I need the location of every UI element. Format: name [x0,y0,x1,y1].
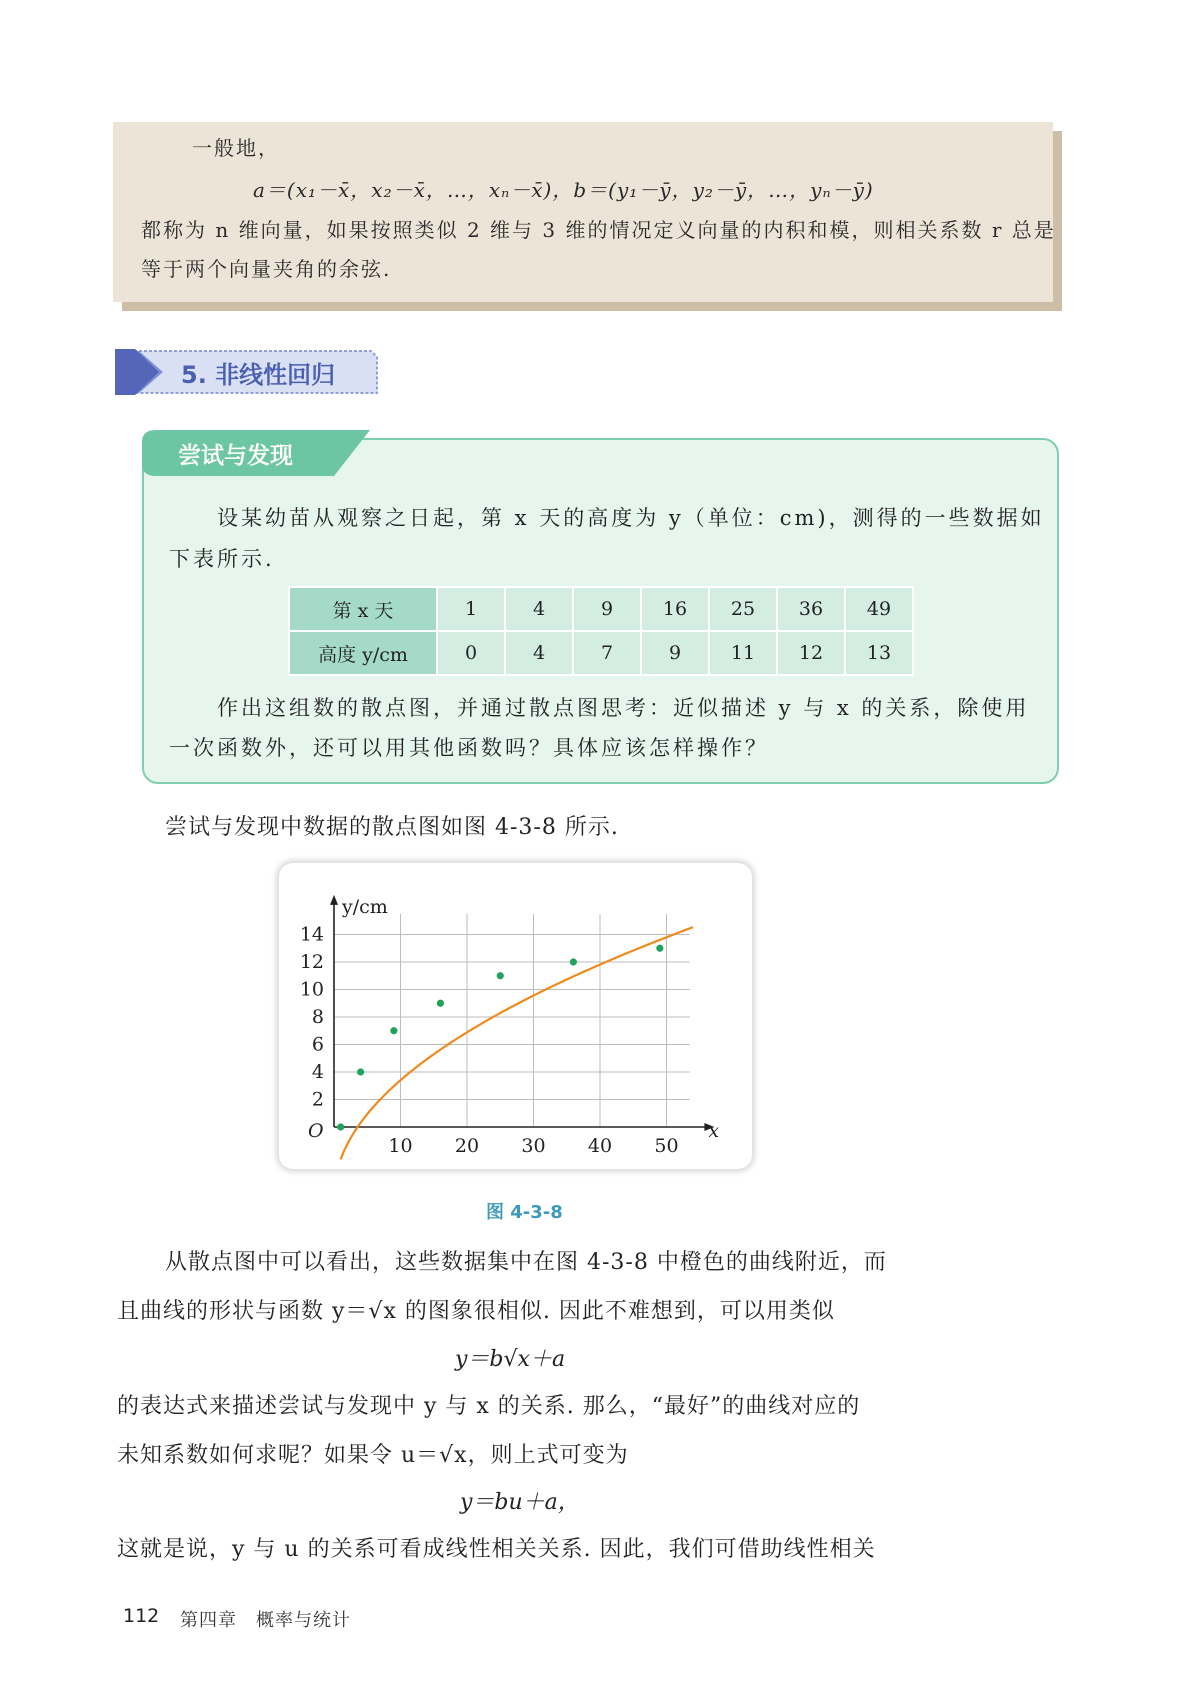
note-line-1: 一般地， [192,136,280,160]
paragraph-1-line-2: 且曲线的形状与函数 y＝√x 的图象很相似. 因此不难想到，可以用类似 [117,1299,835,1324]
note-box [113,122,1056,302]
formula-linear: y＝bu＋a， [460,1490,580,1515]
x-axis-label: x [708,1120,720,1142]
data-point [656,945,663,952]
y-tick-label: 10 [299,978,324,1001]
x-tick-label: 40 [587,1135,613,1157]
paragraph-2-line-1: 的表达式来描述尝试与发现中 y 与 x 的关系. 那么，“最好”的曲线对应的 [117,1394,861,1419]
y-axis-arrow-icon [330,895,338,905]
data-point [497,972,504,979]
explore-line-3: 作出这组数的散点图，并通过散点图思考：近似描述 y 与 x 的关系，除使用 [217,696,1030,720]
scatter-chart [279,863,752,1169]
y-tick-label: 14 [299,923,324,946]
y-tick-label: 6 [311,1033,324,1056]
explore-tab [142,430,372,476]
table-cell: 9 [641,631,709,675]
table-cell: 9 [573,587,641,631]
y-tick-label: 2 [311,1088,324,1111]
x-tick-label: 30 [521,1135,546,1157]
data-point [570,958,577,965]
note-vector-formula: a＝(x₁－x̄，x₂－x̄，…，xₙ－x̄)，b＝(y₁－ȳ，y₂－ȳ，…，yₙ－ȳ) [253,178,874,202]
table-cell: 13 [845,631,913,675]
y-axis-label: y/cm [342,895,388,918]
chapter-label: 第四章 概率与统计 [180,1610,351,1631]
formula-sqrt-regression: y＝b√x＋a [455,1347,566,1372]
x-tick-label: 20 [454,1135,480,1157]
data-point [390,1027,397,1034]
table-cell: 25 [709,587,777,631]
table-cell: 11 [709,631,777,675]
note-line-3: 都称为 n 维向量，如果按照类似 2 维与 3 维的情况定义向量的内积和模，则相关系数 r 总是 [141,218,1056,242]
table-cell: 1 [437,587,505,631]
table-header-height: 高度 y/cm [289,631,437,675]
y-tick-label: 4 [311,1061,324,1083]
section-title: 5. 非线性回归 [181,361,336,389]
paragraph-2-line-2: 未知系数如何求呢？如果令 u＝√x，则上式可变为 [117,1443,629,1468]
data-point [337,1123,344,1130]
table-cell: 7 [573,631,641,675]
data-point [437,1000,444,1007]
explore-line-4: 一次函数外，还可以用其他函数吗？具体应该怎样操作？ [169,736,769,760]
intro-text: 尝试与发现中数据的散点图如图 4-3-8 所示. [165,815,619,840]
x-tick-label: 50 [654,1135,679,1157]
table-cell: 0 [437,631,505,675]
table-cell: 49 [845,587,913,631]
explore-tab-label: 尝试与发现 [178,443,293,469]
note-line-4: 等于两个向量夹角的余弦. [141,257,392,281]
y-tick-label: 12 [299,951,324,973]
explore-line-1: 设某幼苗从观察之日起，第 x 天的高度为 y（单位：cm)，测得的一些数据如 [217,506,1045,530]
table-cell: 4 [505,587,573,631]
figure-caption: 图 4-3-8 [486,1202,563,1223]
table-header-day: 第 x 天 [289,587,437,631]
data-table [288,586,914,676]
origin-label: O [308,1120,324,1142]
page-number: 112 [123,1605,160,1627]
table-row [289,587,913,631]
data-point [357,1068,364,1075]
y-tick-label: 8 [311,1006,324,1028]
table-cell: 16 [641,587,709,631]
table-row [289,631,913,675]
table-cell: 36 [777,587,845,631]
table-cell: 12 [777,631,845,675]
paragraph-3-line-1: 这就是说，y 与 u 的关系可看成线性相关关系. 因此，我们可借助线性相关 [117,1537,876,1562]
section-header [115,349,380,395]
explore-line-2: 下表所示. [169,547,275,571]
paragraph-1-line-1: 从散点图中可以看出，这些数据集中在图 4-3-8 中橙色的曲线附近，而 [165,1250,887,1275]
table-cell: 4 [505,631,573,675]
x-tick-label: 10 [388,1135,413,1157]
